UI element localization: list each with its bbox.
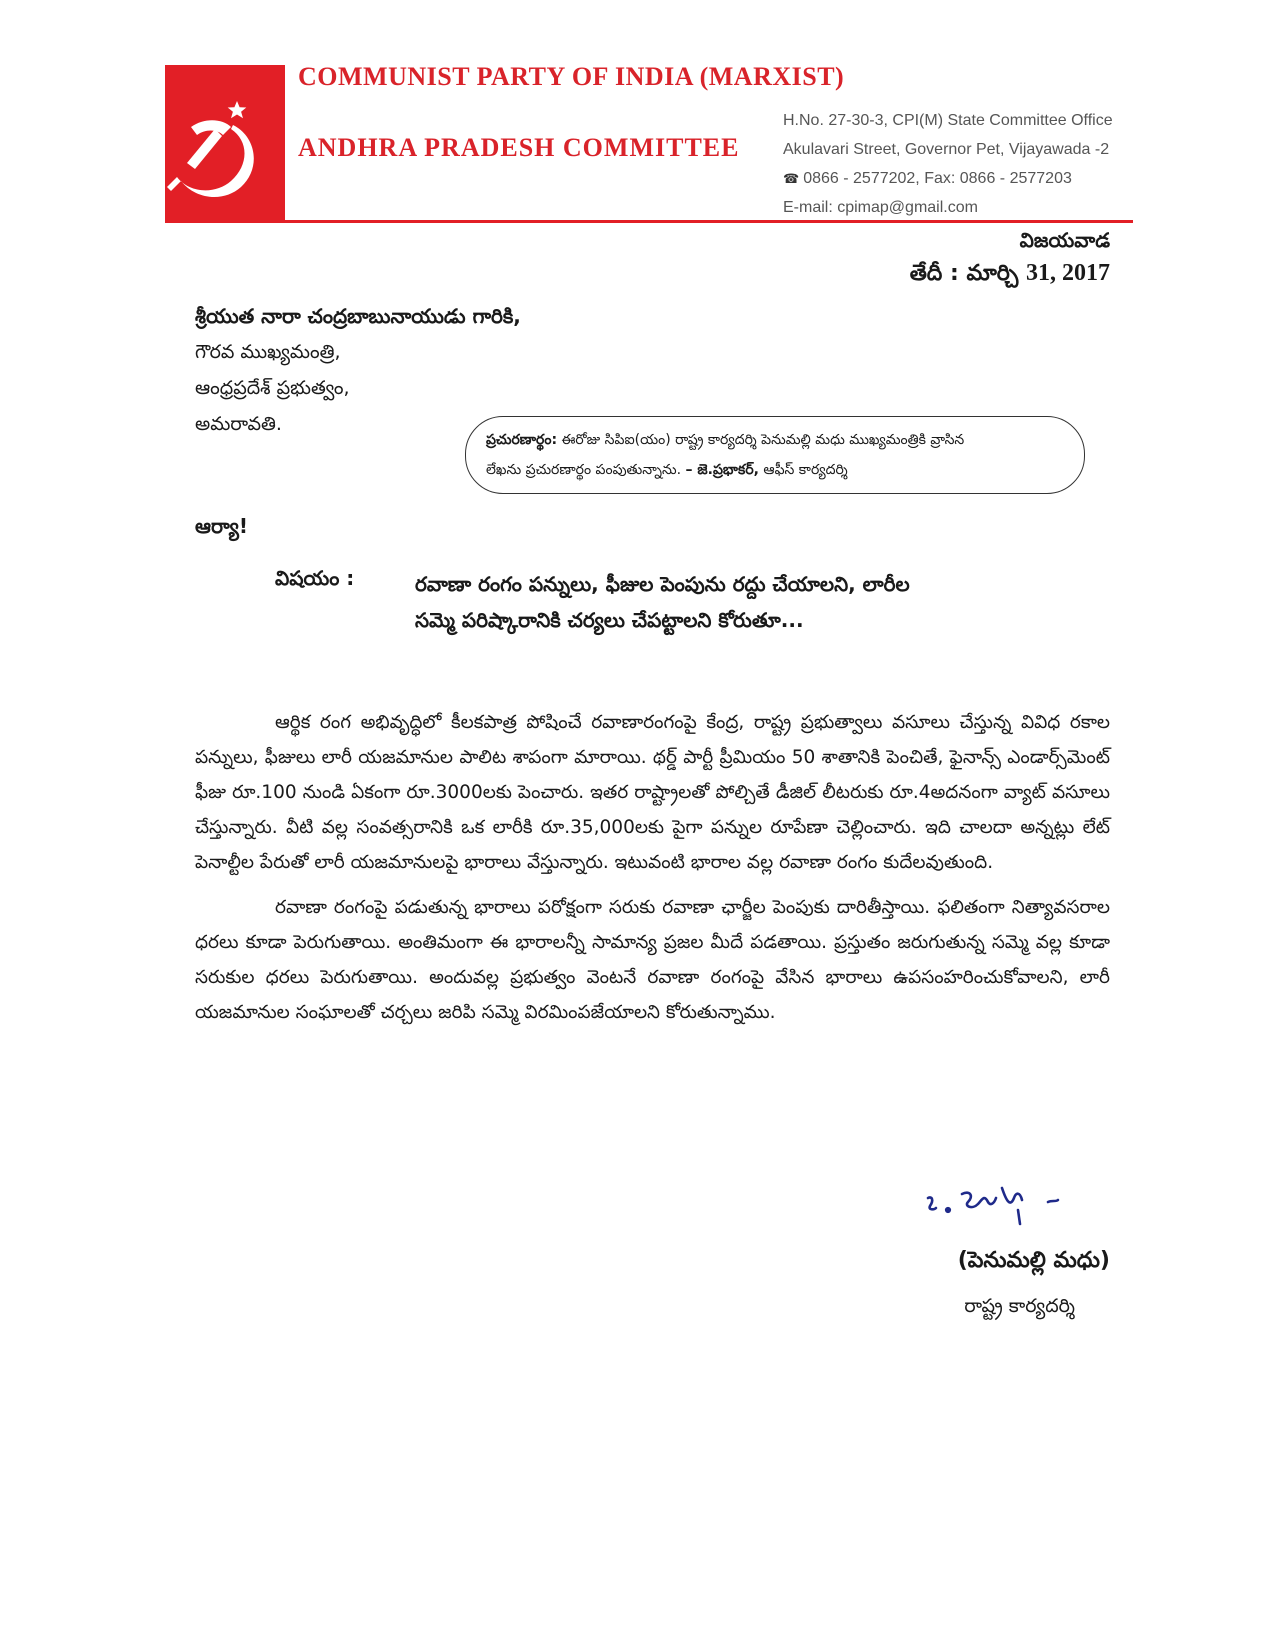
body-paragraph-1: ఆర్థిక రంగ అభివృద్ధిలో కీలకపాత్ర పోషించే రవాణారంగంపై కేంద్ర, రాష్ట్ర ప్రభుత్వాలు వసూలు చేస్తున్న వివిధ రకాల పన్నులు, ఫీజులు లారీ యజమానుల పాలిట శాపంగా మారాయి. థర్డ్ పార్టీ ప్రీమియం 50 శాతానికి పెంచితే, ఫైనాన్స్ ఎండార్స్‌మెంట్ ఫీజు రూ.100 నుండి ఏకంగా రూ.3000లకు పెంచారు. ఇతర రాష్ట్రాలతో పోల్చితే డీజిల్ లీటరుకు రూ.4అదనంగా వ్యాట్ వసూలు చేస్తున్నారు. వీటి వల్ల సంవత్సరానికి ఒక లారీకి రూ.35,000లకు పైగా పన్నుల రూపేణా చెల్లించారు. ఇది చాలదా అన్నట్లు లేట్ పెనాల్టీల పేరుతో లారీ యజమానులపై భారాలు వేస్తున్నారు. ఇటువంటి భారాల వల్ల రవాణా రంగం కుదేలవుతుంది. xyxy=(195,712,1110,873)
committee-name: ANDHRA PRADESH COMMITTEE xyxy=(298,133,740,162)
body-paragraph-2: రవాణా రంగంపై పడుతున్న భారాలు పరోక్షంగా సరుకు రవాణా ఛార్జీల పెంపుకు దారితీస్తాయి. ఫలితంగా నిత్యావసరాల ధరలు కూడా పెరుగుతాయి. అంతిమంగా ఈ భారాలన్నీ సామాన్య ప్రజల మీదే పడతాయి. ప్రస్తుతం జరుగుతున్న సమ్మె వల్ల కూడా సరుకుల ధరలు పెరుగుతాయి. అందువల్ల ప్రభుత్వం వెంటనే రవాణా రంగంపై వేసిన భారాలు ఉపసంహరించుకోవాలని, లారీ యజమానుల సంఘాలతో చర్చలు జరిపి సమ్మె విరమింపజేయాలని కోరుతున్నాము. xyxy=(195,897,1110,1023)
recipient-city: అమరావతి. xyxy=(195,413,282,435)
telephone-icon: ☎ xyxy=(783,171,800,186)
press-note-text-1: ఈరోజు సిపిఐ(యం) రాష్ట్ర కార్యదర్శి పెనుమల్లి మధు ముఖ్యమంత్రికి వ్రాసిన xyxy=(561,432,965,448)
press-note-signer-role: ఆఫీస్ కార్యదర్శి xyxy=(763,462,848,478)
email-line: E-mail: cpimap@gmail.com xyxy=(783,199,978,216)
office-address xyxy=(783,106,1143,222)
subject-text xyxy=(415,566,1055,638)
subject-label: విషయం : xyxy=(275,566,355,590)
signer-title: రాష్ట్ర కార్యదర్శి xyxy=(964,1295,1075,1317)
letter-date xyxy=(910,260,1110,291)
press-note-line-2 xyxy=(486,455,1064,485)
subject-line-1: రవాణా రంగం పన్నులు, ఫీజుల పెంపును రద్దు చేయాలని, లారీల xyxy=(415,572,910,596)
party-logo xyxy=(165,65,285,223)
press-note-text-2: లేఖను ప్రచురణార్థం పంపుతున్నాను. xyxy=(486,462,682,478)
subject-line-2: సమ్మె పరిష్కారానికి చర్యలు చేపట్టాలని కోరుతూ... xyxy=(415,608,804,632)
handwritten-signature xyxy=(918,1180,1118,1235)
press-note-line-1 xyxy=(486,425,1064,455)
recipient-designation: గౌరవ ముఖ్యమంత్రి, xyxy=(195,341,341,363)
date-label: తేదీ : మార్చి xyxy=(909,261,1019,286)
recipient-block xyxy=(195,298,521,442)
signer-name: (పెనుమల్లి మధు) xyxy=(957,1248,1110,1273)
salutation: ఆర్యా! xyxy=(195,514,248,538)
logo-background xyxy=(165,65,285,223)
letter-body xyxy=(195,705,1110,1040)
press-note-box xyxy=(465,416,1085,494)
recipient-name: శ్రీయుత నారా చంద్రబాబునాయుడు గారికి, xyxy=(195,304,521,328)
hammer-sickle-star-icon xyxy=(165,65,285,223)
place: విజయవాడ xyxy=(1019,228,1110,252)
date-value: 31, 2017 xyxy=(1026,260,1110,286)
address-line-1: H.No. 27-30-3, CPI(M) State Committee Office xyxy=(783,112,1113,129)
phone-number: 0866 - 2577202, Fax: 0866 - 2577203 xyxy=(803,170,1072,187)
recipient-government: ఆంధ్రప్రదేశ్ ప్రభుత్వం, xyxy=(195,377,350,399)
phone-line xyxy=(783,164,1143,193)
party-name: COMMUNIST PARTY OF INDIA (MARXIST) xyxy=(298,62,845,91)
press-note-signer: – జె.ప్రభాకర్, xyxy=(685,462,759,478)
header-divider xyxy=(165,220,1133,223)
address-line-2: Akulavari Street, Governor Pet, Vijayawada -2 xyxy=(783,141,1110,158)
press-note-label: ప్రచురణార్థం: xyxy=(486,432,558,448)
signature xyxy=(918,1180,1118,1235)
